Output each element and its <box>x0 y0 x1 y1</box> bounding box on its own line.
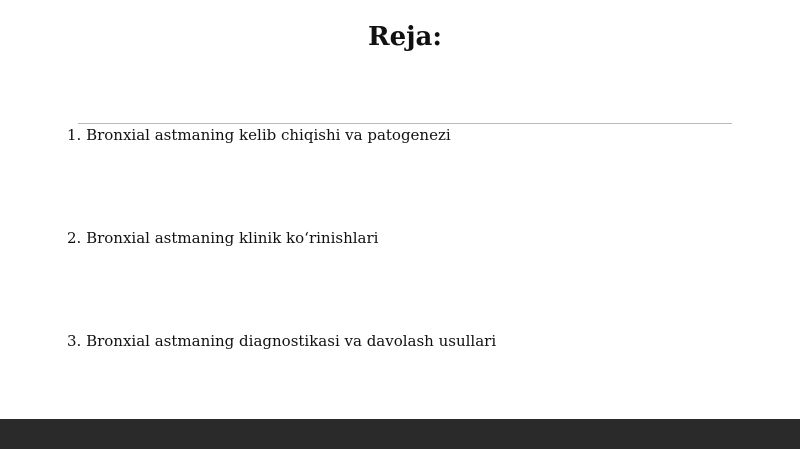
divider-line <box>78 123 732 124</box>
list-item: 2. Bronxial astmaning klinik ko‘rinishlari <box>67 229 379 247</box>
bottom-bar <box>0 419 800 449</box>
list-item: 3. Bronxial astmaning diagnostikasi va davolash usullari <box>67 332 497 350</box>
slide-title: Reja: <box>367 22 442 52</box>
list-item: 1. Bronxial astmaning kelib chiqishi va patogenezi <box>67 126 451 144</box>
